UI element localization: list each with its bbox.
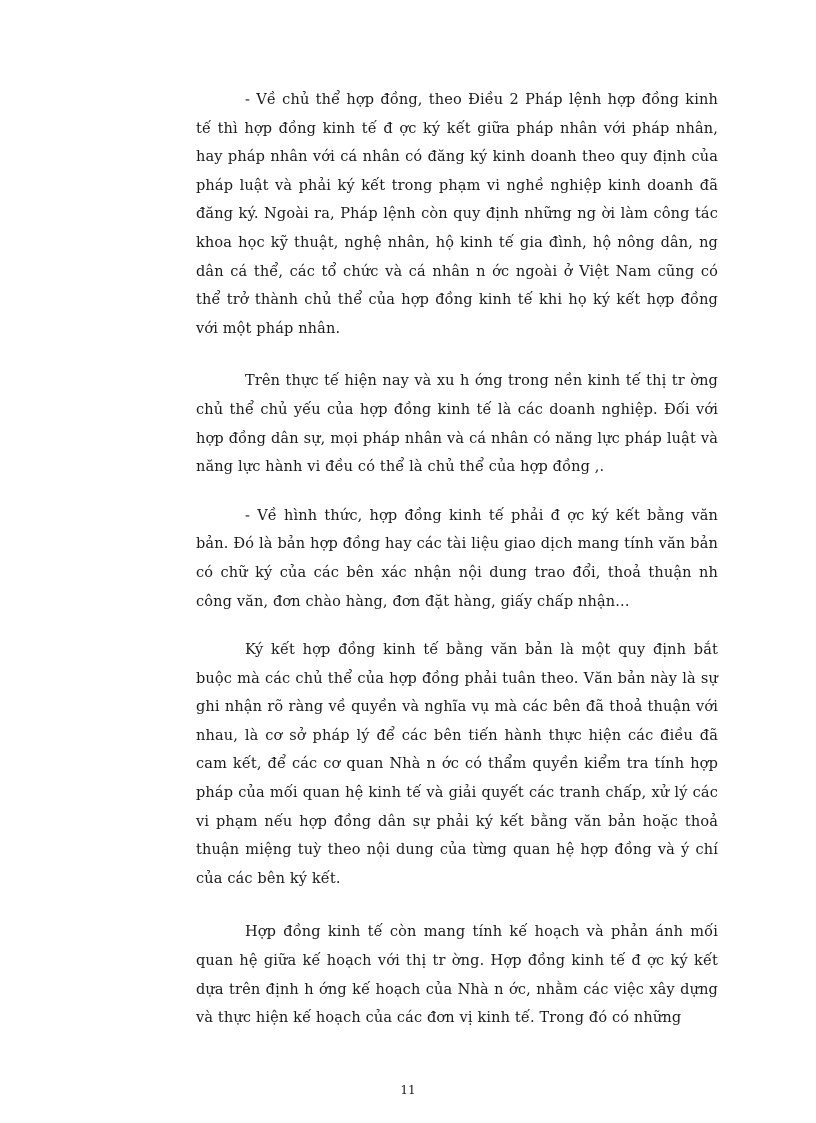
body-text: [196, 86, 718, 1033]
paragraph: - Về chủ thể hợp đồng, theo Điều 2 Pháp lệnh hợp đồng kinh tế thì hợp đồng kinh tế đ ợc ký kết giữa pháp nhân với pháp nhân, hay pháp nhân với cá nhân có đăng ký kinh doanh theo quy định của pháp luật và phải ký kết trong phạm vi nghề nghiệp kinh doanh đã đăng ký. Ngoài ra, Pháp lệnh còn quy định những ng ời làm công tác khoa học kỹ thuật, nghệ nhân, hộ kinh tế gia đình, hộ nông dân, ng dân cá thể, các tổ chức và cá nhân n ớc ngoài ở Việt Nam cũng có thể trở thành chủ thể của hợp đồng kinh tế khi họ ký kết hợp đồng với một pháp nhân.: [196, 92, 718, 337]
page-number: 11: [400, 1083, 416, 1097]
paragraph: - Về hình thức, hợp đồng kinh tế phải đ ợc ký kết bằng văn bản. Đó là bản hợp đồng hay các tài liệu giao dịch mang tính văn bản có chữ ký của các bên xác nhận nội dung trao đổi, thoả thuận nh công văn, đơn chào hàng, đơn đặt hàng, giấy chấp nhận...: [196, 507, 718, 610]
paragraph: Trên thực tế hiện nay và xu h ớng trong nền kinh tế thị tr ờng chủ thể chủ yếu của hợp đồng kinh tế là các doanh nghiệp. Đối với hợp đồng dân sự, mọi pháp nhân và cá nhân có năng lực pháp luật và năng lực hành vi đều có thể là chủ thể của hợp đồng ,.: [196, 373, 718, 476]
paragraph: Hợp đồng kinh tế còn mang tính kế hoạch và phản ánh mối quan hệ giữa kế hoạch với thị tr ờng. Hợp đồng kinh tế đ ợc ký kết dựa trên định h ớng kế hoạch của Nhà n ớc, nhằm các việc xây dựng và thực hiện kế hoạch của các đơn vị kinh tế. Trong đó có những: [196, 924, 718, 1027]
paragraph: Ký kết hợp đồng kinh tế bằng văn bản là một quy định bắt buộc mà các chủ thể của hợp đồng phải tuân theo. Văn bản này là sự ghi nhận rõ ràng về quyền và nghĩa vụ mà các bên đã thoả thuận với nhau, là cơ sở pháp lý để các bên tiến hành thực hiện các điều đã cam kết, để các cơ quan Nhà n ớc có thẩm quyền kiểm tra tính hợp pháp của mối quan hệ kinh tế và giải quyết các tranh chấp, xử lý các vi phạm nếu hợp đồng dân sự phải ký kết bằng văn bản hoặc thoả thuận miệng tuỳ theo nội dung của từng quan hệ hợp đồng và ý chí của các bên ký kết.: [196, 642, 718, 887]
